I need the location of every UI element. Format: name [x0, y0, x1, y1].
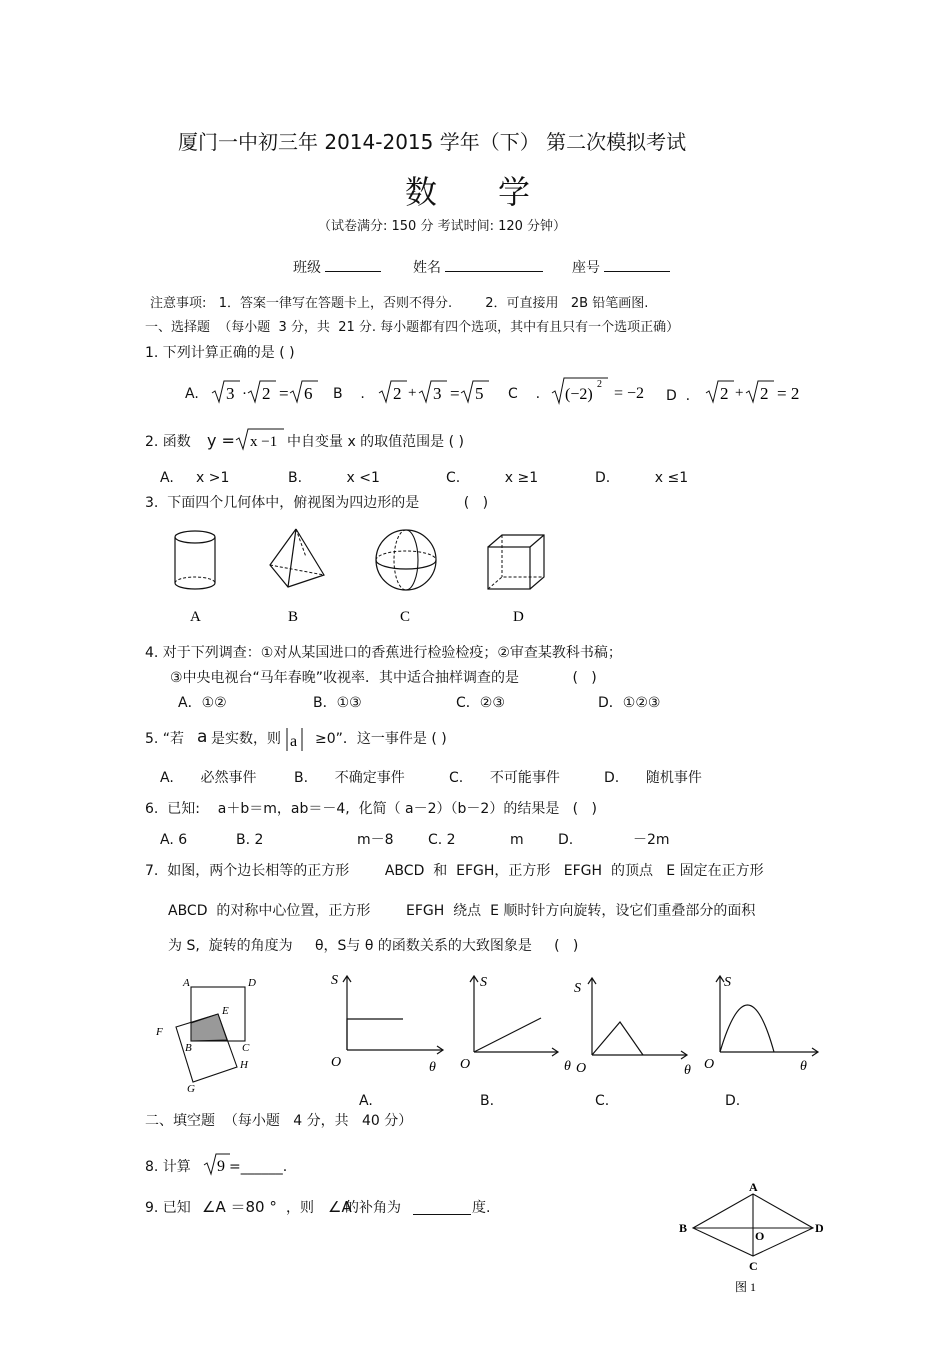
- q7-line3: 为 S, 旋转的角度为 θ，S与 θ 的函数关系的大致图象是 ( ): [168, 938, 579, 954]
- graph-d-s: S: [724, 975, 731, 990]
- graph-d-o: O: [704, 1057, 715, 1072]
- q3-label-d: D: [513, 609, 524, 625]
- q7-option-a: A.: [359, 1093, 373, 1109]
- graph-c-s: S: [574, 981, 581, 996]
- q2-option-d: D. x ≤1: [595, 470, 689, 486]
- q8-radicand: 9: [217, 1158, 225, 1175]
- q5-stem-b: 是实数，则: [211, 731, 281, 747]
- fig1-label-a: A: [749, 1180, 758, 1194]
- q4-line1: 4. 对于下列调查：①对从某国进口的香蕉进行检验检疫；②审查某教科书稿；: [145, 645, 622, 661]
- q7-line2: ABCD 的对称中心位置，正方形 EFGH 绕点 E 顺时针方向旋转，设它们重叠部分的面积: [168, 903, 756, 919]
- class-label: 班级: [293, 260, 321, 276]
- cylinder-shape: [175, 531, 215, 589]
- q1-b-rad2: 3: [433, 384, 442, 403]
- q1-option-b-label: B .: [333, 386, 365, 402]
- q3-solids-figure: [160, 525, 560, 630]
- q4-option-d: D．①②③: [598, 695, 661, 711]
- q8-radical: [202, 1151, 230, 1177]
- graph-c-theta: θ: [684, 1063, 691, 1078]
- q1-a-dot: ·: [242, 386, 247, 402]
- q1-a-rad1: 3: [226, 384, 235, 403]
- overlap-region: [191, 1014, 227, 1041]
- name-blank[interactable]: [445, 257, 543, 272]
- q1-option-d-expr: [704, 378, 814, 406]
- q2-option-c: C. x ≥1: [446, 470, 539, 486]
- section-choice-heading: 一、选择题 （每小题 3 分，共 21 分. 每小题都有四个选项，其中有且只有一个选项正确）: [145, 320, 680, 335]
- q7-line1: 7. 如图，两个边长相等的正方形 ABCD 和 EFGH，正方形 EFGH 的顶点 E 固定在正方形: [145, 863, 764, 879]
- q1-option-a-expr: [210, 378, 325, 406]
- q5-stem-a: 5. “若: [145, 731, 185, 747]
- seat-field[interactable]: [572, 257, 670, 277]
- name-field[interactable]: [413, 257, 543, 277]
- q5-stem-c: ≥0”．这一事件是 ( ): [315, 731, 447, 747]
- graph-b-o: O: [460, 1057, 471, 1072]
- q7-squares-figure: [150, 972, 260, 1097]
- q1-c-exp: 2: [597, 379, 602, 390]
- q9-stem-c: 的补角为: [345, 1200, 401, 1216]
- fig1-label-d: D: [815, 1221, 824, 1235]
- q2-radical: [234, 426, 286, 452]
- q3-stem: 3. 下面四个几何体中，俯视图为四边形的是 ( ): [145, 495, 489, 511]
- q2-stem-a: 2. 函数: [145, 434, 191, 450]
- q6-option-a: A. 6: [160, 832, 188, 848]
- q8-answer-blank[interactable]: =______.: [229, 1159, 288, 1175]
- q9-stem-b: ，则: [286, 1200, 314, 1216]
- graph-b-s: S: [480, 975, 487, 990]
- q7-label-c: C: [242, 1042, 250, 1054]
- q1-option-b-expr: [377, 378, 492, 406]
- q7-option-c: C.: [595, 1093, 610, 1109]
- q7-label-f: F: [156, 1026, 163, 1038]
- graph-a-o: O: [331, 1055, 342, 1070]
- q9-angle: ∠A ＝80 °: [202, 1198, 277, 1216]
- section-fill-heading: 二、填空题 （每小题 4 分，共 40 分）: [145, 1113, 413, 1129]
- q1-option-d-label: D .: [666, 388, 691, 404]
- q5-option-d: D. 随机事件: [604, 770, 702, 786]
- q5-abs-var: a: [290, 733, 298, 750]
- pyramid-shape: [270, 529, 324, 587]
- q6-option-b: B. 2: [236, 832, 264, 848]
- q1-a-rad3: 6: [304, 384, 313, 403]
- q5-var: a: [197, 727, 208, 747]
- q6-option-d: D.: [558, 832, 574, 848]
- q7-label-b: B: [185, 1042, 192, 1054]
- q1-d-result: = 2: [777, 384, 800, 403]
- q1-d-rad1: 2: [720, 384, 729, 403]
- q1-option-c-label: C .: [508, 386, 541, 402]
- q7-label-d: D: [248, 977, 256, 989]
- q6-option-c: C. 2: [428, 832, 456, 848]
- q7-option-b: B.: [480, 1093, 495, 1109]
- q6-stem: 6. 已知: a＋b＝m，ab＝－4, 化简（ a－2）（b－2）的结果是 ( ): [145, 801, 597, 817]
- q7-graph-c: [562, 970, 697, 1080]
- q7-label-a: A: [183, 977, 190, 989]
- q1-b-plus: +: [408, 385, 417, 401]
- q1-d-rad2: 2: [760, 384, 769, 403]
- q9-stem-a: 9. 已知: [145, 1200, 191, 1216]
- q1-stem: 1. 下列计算正确的是 ( ): [145, 345, 295, 361]
- q6-option-c-expr: m: [510, 832, 524, 848]
- q5-option-b: B. 不确定事件: [294, 770, 405, 786]
- q7-graph-d: [700, 970, 825, 1075]
- q7-graph-b: [458, 970, 568, 1075]
- q2-option-a: A. x >1: [160, 470, 230, 486]
- fig1-caption: 图 1: [735, 1280, 757, 1294]
- q9-answer-blank[interactable]: [413, 1200, 471, 1215]
- q1-c-base: (−2): [565, 386, 593, 403]
- q1-c-result: = −2: [614, 385, 645, 402]
- q6-option-b-expr: m－8: [357, 832, 394, 848]
- subject-title: 数 学: [405, 173, 531, 211]
- graph-a-s: S: [331, 973, 338, 988]
- seat-label: 座号: [572, 260, 600, 276]
- exam-title: 厦门一中初三年 2014-2015 学年（下） 第二次模拟考试: [178, 130, 687, 154]
- q1-option-a-label: A.: [185, 386, 199, 402]
- cube-shape: [488, 535, 544, 589]
- seat-blank[interactable]: [604, 257, 670, 272]
- q7-label-g: G: [187, 1083, 195, 1095]
- q3-label-b: B: [288, 609, 299, 625]
- graph-c-o: O: [576, 1061, 587, 1076]
- q4-line2: ③中央电视台“马年春晚”收视率．其中适合抽样调查的是 ( ): [170, 670, 597, 686]
- q2-option-b: B. x <1: [288, 470, 380, 486]
- q5-option-a: A. 必然事件: [160, 770, 257, 786]
- q1-b-rad1: 2: [393, 384, 402, 403]
- notice: 注意事项: 1．答案一律写在答题卡上，否则不得分. 2．可直接用 2B 铅笔画图.: [150, 296, 649, 311]
- graph-a-theta: θ: [429, 1060, 436, 1075]
- fig1-label-b: B: [679, 1221, 688, 1235]
- q6-option-d-expr: －2m: [633, 832, 670, 848]
- q8-stem: 8. 计算: [145, 1159, 191, 1175]
- q5-abs-value: [284, 726, 306, 754]
- q4-option-c: C．②③: [456, 695, 505, 711]
- q1-b-rad3: 5: [475, 384, 484, 403]
- q1-a-rad2: 2: [262, 384, 271, 403]
- name-label: 姓名: [413, 260, 441, 276]
- q7-label-h: H: [240, 1059, 248, 1071]
- q1-option-c-expr: [550, 374, 660, 406]
- q9-angle2: ∠A: [328, 1198, 352, 1216]
- q3-label-c: C: [400, 609, 411, 625]
- q7-graph-a: [325, 970, 450, 1075]
- q1-a-eq: =: [279, 384, 289, 403]
- q7-label-e: E: [222, 1005, 229, 1017]
- q2-radicand: x −1: [250, 434, 278, 450]
- q2-y-eq: y =: [207, 431, 235, 450]
- q4-option-a: A．①②: [178, 695, 227, 711]
- fig1-label-o: O: [755, 1229, 765, 1243]
- q9-stem-d: 度.: [472, 1200, 491, 1216]
- exam-meta: （试卷满分: 150 分 考试时间: 120 分钟）: [318, 219, 567, 234]
- q2-stem-b: 中自变量 x 的取值范围是 ( ): [287, 434, 465, 450]
- class-field[interactable]: [293, 257, 381, 277]
- q5-option-c: C. 不可能事件: [449, 770, 560, 786]
- q4-option-b: B．①③: [313, 695, 362, 711]
- class-blank[interactable]: [325, 257, 381, 272]
- q1-d-plus: +: [735, 385, 744, 401]
- q3-label-a: A: [190, 609, 201, 625]
- fig1-label-c: C: [749, 1259, 758, 1273]
- graph-d-theta: θ: [800, 1059, 807, 1074]
- q1-b-eq: =: [450, 384, 460, 403]
- graph-c-theta-left: θ: [564, 1059, 571, 1074]
- sphere-shape: [376, 530, 436, 590]
- figure1-rhombus: [675, 1178, 835, 1298]
- q7-option-d: D.: [725, 1093, 741, 1109]
